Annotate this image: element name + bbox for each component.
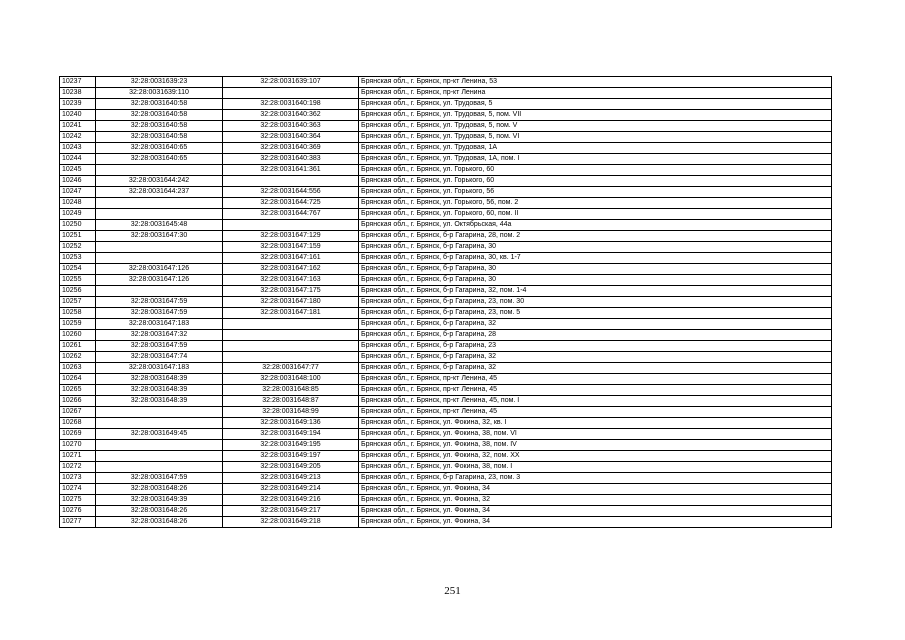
- building-cadastral-number-cell: 32:28:0031649:205: [223, 462, 359, 473]
- building-cadastral-number-cell: 32:28:0031644:725: [223, 198, 359, 209]
- cadastral-number-cell: [96, 242, 223, 253]
- table-row: [60, 286, 832, 297]
- table-row: [60, 99, 832, 110]
- table-row: [60, 451, 832, 462]
- table-row: [60, 297, 832, 308]
- row-number-cell: 10256: [60, 286, 96, 297]
- row-number-cell: 10276: [60, 506, 96, 517]
- table-row: [60, 352, 832, 363]
- building-cadastral-number-cell: 32:28:0031647:161: [223, 253, 359, 264]
- building-cadastral-number-cell: 32:28:0031640:369: [223, 143, 359, 154]
- address-cell: Брянская обл., г. Брянск, б-р Гагарина, 30: [359, 242, 832, 253]
- building-cadastral-number-cell: [223, 330, 359, 341]
- table-row: [60, 132, 832, 143]
- building-cadastral-number-cell: 32:28:0031649:218: [223, 517, 359, 528]
- row-number-cell: 10272: [60, 462, 96, 473]
- table-row: [60, 187, 832, 198]
- building-cadastral-number-cell: 32:28:0031644:556: [223, 187, 359, 198]
- address-cell: Брянская обл., г. Брянск, ул. Фокина, 32, кв. I: [359, 418, 832, 429]
- cadastral-number-cell: 32:28:0031644:237: [96, 187, 223, 198]
- address-cell: Брянская обл., г. Брянск, ул. Трудовая, 5, пом. VII: [359, 110, 832, 121]
- building-cadastral-number-cell: 32:28:0031647:159: [223, 242, 359, 253]
- cadastral-number-cell: 32:28:0031647:30: [96, 231, 223, 242]
- address-cell: Брянская обл., г. Брянск, пр-кт Ленина: [359, 88, 832, 99]
- address-cell: Брянская обл., г. Брянск, ул. Фокина, 38, пом. VI: [359, 429, 832, 440]
- row-number-cell: 10237: [60, 77, 96, 88]
- building-cadastral-number-cell: 32:28:0031649:194: [223, 429, 359, 440]
- cadastral-number-cell: [96, 407, 223, 418]
- address-cell: Брянская обл., г. Брянск, б-р Гагарина, 23, пом. 30: [359, 297, 832, 308]
- building-cadastral-number-cell: 32:28:0031648:100: [223, 374, 359, 385]
- address-cell: Брянская обл., г. Брянск, б-р Гагарина, 28, пом. 2: [359, 231, 832, 242]
- address-cell: Брянская обл., г. Брянск, ул. Горького, 60: [359, 176, 832, 187]
- address-cell: Брянская обл., г. Брянск, ул. Фокина, 34: [359, 517, 832, 528]
- row-number-cell: 10246: [60, 176, 96, 187]
- row-number-cell: 10261: [60, 341, 96, 352]
- building-cadastral-number-cell: [223, 352, 359, 363]
- building-cadastral-number-cell: 32:28:0031647:175: [223, 286, 359, 297]
- table-row: [60, 77, 832, 88]
- cadastral-number-cell: 32:28:0031649:45: [96, 429, 223, 440]
- row-number-cell: 10245: [60, 165, 96, 176]
- row-number-cell: 10244: [60, 154, 96, 165]
- row-number-cell: 10255: [60, 275, 96, 286]
- cadastral-number-cell: [96, 418, 223, 429]
- row-number-cell: 10241: [60, 121, 96, 132]
- row-number-cell: 10242: [60, 132, 96, 143]
- address-cell: Брянская обл., г. Брянск, пр-кт Ленина, 45: [359, 374, 832, 385]
- row-number-cell: 10266: [60, 396, 96, 407]
- address-cell: Брянская обл., г. Брянск, ул. Фокина, 32: [359, 495, 832, 506]
- building-cadastral-number-cell: 32:28:0031649:216: [223, 495, 359, 506]
- address-cell: Брянская обл., г. Брянск, пр-кт Ленина, 53: [359, 77, 832, 88]
- table-row: [60, 121, 832, 132]
- building-cadastral-number-cell: 32:28:0031647:129: [223, 231, 359, 242]
- cadastral-number-cell: 32:28:0031640:58: [96, 132, 223, 143]
- address-cell: Брянская обл., г. Брянск, ул. Фокина, 38, пом. IV: [359, 440, 832, 451]
- building-cadastral-number-cell: 32:28:0031649:217: [223, 506, 359, 517]
- page-number: 251: [444, 585, 461, 597]
- row-number-cell: 10264: [60, 374, 96, 385]
- table-row: [60, 231, 832, 242]
- address-cell: Брянская обл., г. Брянск, б-р Гагарина, 23: [359, 341, 832, 352]
- address-cell: Брянская обл., г. Брянск, ул. Горького, 56, пом. 2: [359, 198, 832, 209]
- cadastral-number-cell: [96, 209, 223, 220]
- row-number-cell: 10275: [60, 495, 96, 506]
- address-cell: Брянская обл., г. Брянск, ул. Фокина, 32, пом. XX: [359, 451, 832, 462]
- cadastral-number-cell: 32:28:0031647:126: [96, 264, 223, 275]
- cadastral-number-cell: 32:28:0031647:59: [96, 341, 223, 352]
- row-number-cell: 10274: [60, 484, 96, 495]
- row-number-cell: 10277: [60, 517, 96, 528]
- cadastral-number-cell: 32:28:0031647:183: [96, 319, 223, 330]
- cadastral-number-cell: 32:28:0031645:48: [96, 220, 223, 231]
- building-cadastral-number-cell: 32:28:0031648:99: [223, 407, 359, 418]
- cadastral-number-cell: 32:28:0031648:26: [96, 506, 223, 517]
- table-row: [60, 165, 832, 176]
- row-number-cell: 10268: [60, 418, 96, 429]
- table-row: [60, 264, 832, 275]
- address-cell: Брянская обл., г. Брянск, б-р Гагарина, 28: [359, 330, 832, 341]
- address-cell: Брянская обл., г. Брянск, б-р Гагарина, 30: [359, 275, 832, 286]
- cadastral-number-cell: 32:28:0031639:23: [96, 77, 223, 88]
- cadastral-number-cell: 32:28:0031647:74: [96, 352, 223, 363]
- table-row: [60, 462, 832, 473]
- building-cadastral-number-cell: 32:28:0031649:213: [223, 473, 359, 484]
- building-cadastral-number-cell: 32:28:0031640:363: [223, 121, 359, 132]
- address-cell: Брянская обл., г. Брянск, ул. Горького, 60: [359, 165, 832, 176]
- table-row: [60, 176, 832, 187]
- row-number-cell: 10257: [60, 297, 96, 308]
- row-number-cell: 10267: [60, 407, 96, 418]
- row-number-cell: 10247: [60, 187, 96, 198]
- address-cell: Брянская обл., г. Брянск, б-р Гагарина, 32: [359, 363, 832, 374]
- row-number-cell: 10271: [60, 451, 96, 462]
- address-cell: Брянская обл., г. Брянск, ул. Октябрьская, 44а: [359, 220, 832, 231]
- address-cell: Брянская обл., г. Брянск, ул. Фокина, 38, пом. I: [359, 462, 832, 473]
- cadastral-number-cell: 32:28:0031647:32: [96, 330, 223, 341]
- cadastral-number-cell: 32:28:0031647:59: [96, 308, 223, 319]
- row-number-cell: 10273: [60, 473, 96, 484]
- building-cadastral-number-cell: 32:28:0031644:767: [223, 209, 359, 220]
- table-row: [60, 154, 832, 165]
- row-number-cell: 10248: [60, 198, 96, 209]
- building-cadastral-number-cell: [223, 319, 359, 330]
- table-row: [60, 209, 832, 220]
- row-number-cell: 10250: [60, 220, 96, 231]
- building-cadastral-number-cell: 32:28:0031647:162: [223, 264, 359, 275]
- address-cell: Брянская обл., г. Брянск, ул. Трудовая, 1А, пом. I: [359, 154, 832, 165]
- row-number-cell: 10263: [60, 363, 96, 374]
- address-cell: Брянская обл., г. Брянск, б-р Гагарина, 32, пом. 1-4: [359, 286, 832, 297]
- table-row: [60, 363, 832, 374]
- table-row: [60, 473, 832, 484]
- cadastral-number-cell: [96, 286, 223, 297]
- table-row: [60, 396, 832, 407]
- cadastral-number-cell: 32:28:0031647:126: [96, 275, 223, 286]
- building-cadastral-number-cell: [223, 88, 359, 99]
- table-row: [60, 495, 832, 506]
- building-cadastral-number-cell: 32:28:0031647:163: [223, 275, 359, 286]
- table-row: [60, 418, 832, 429]
- row-number-cell: 10254: [60, 264, 96, 275]
- table-row: [60, 484, 832, 495]
- cadastral-number-cell: 32:28:0031649:39: [96, 495, 223, 506]
- row-number-cell: 10262: [60, 352, 96, 363]
- building-cadastral-number-cell: 32:28:0031641:361: [223, 165, 359, 176]
- address-cell: Брянская обл., г. Брянск, ул. Трудовая, 5: [359, 99, 832, 110]
- table-row: [60, 198, 832, 209]
- address-cell: Брянская обл., г. Брянск, б-р Гагарина, 30: [359, 264, 832, 275]
- address-cell: Брянская обл., г. Брянск, пр-кт Ленина, 45: [359, 407, 832, 418]
- table-row: [60, 110, 832, 121]
- cadastral-number-cell: [96, 165, 223, 176]
- row-number-cell: 10270: [60, 440, 96, 451]
- cadastral-number-cell: 32:28:0031640:65: [96, 154, 223, 165]
- building-cadastral-number-cell: 32:28:0031647:180: [223, 297, 359, 308]
- address-cell: Брянская обл., г. Брянск, б-р Гагарина, 30, кв. 1-7: [359, 253, 832, 264]
- address-cell: Брянская обл., г. Брянск, ул. Фокина, 34: [359, 506, 832, 517]
- building-cadastral-number-cell: 32:28:0031648:87: [223, 396, 359, 407]
- table-row: [60, 330, 832, 341]
- building-cadastral-number-cell: 32:28:0031649:195: [223, 440, 359, 451]
- cadastral-number-cell: 32:28:0031648:39: [96, 374, 223, 385]
- row-number-cell: 10253: [60, 253, 96, 264]
- address-cell: Брянская обл., г. Брянск, ул. Горького, 60, пом. II: [359, 209, 832, 220]
- table-row: [60, 517, 832, 528]
- table-row: [60, 506, 832, 517]
- cadastral-number-cell: [96, 253, 223, 264]
- address-cell: Брянская обл., г. Брянск, ул. Фокина, 34: [359, 484, 832, 495]
- building-cadastral-number-cell: 32:28:0031647:77: [223, 363, 359, 374]
- address-cell: Брянская обл., г. Брянск, пр-кт Ленина, 45: [359, 385, 832, 396]
- table-row: [60, 88, 832, 99]
- row-number-cell: 10249: [60, 209, 96, 220]
- building-cadastral-number-cell: [223, 341, 359, 352]
- cadastral-number-cell: 32:28:0031647:59: [96, 297, 223, 308]
- table-row: [60, 253, 832, 264]
- address-cell: Брянская обл., г. Брянск, б-р Гагарина, 32: [359, 319, 832, 330]
- row-number-cell: 10251: [60, 231, 96, 242]
- building-cadastral-number-cell: 32:28:0031647:181: [223, 308, 359, 319]
- row-number-cell: 10269: [60, 429, 96, 440]
- table-row: [60, 242, 832, 253]
- building-cadastral-number-cell: [223, 220, 359, 231]
- table-row: [60, 429, 832, 440]
- row-number-cell: 10252: [60, 242, 96, 253]
- building-cadastral-number-cell: [223, 176, 359, 187]
- table-row: [60, 319, 832, 330]
- address-cell: Брянская обл., г. Брянск, ул. Трудовая, 5, пом. V: [359, 121, 832, 132]
- row-number-cell: 10258: [60, 308, 96, 319]
- cadastral-number-cell: [96, 440, 223, 451]
- cadastral-number-cell: [96, 198, 223, 209]
- building-cadastral-number-cell: 32:28:0031649:214: [223, 484, 359, 495]
- cadastral-number-cell: 32:28:0031647:183: [96, 363, 223, 374]
- cadastral-number-cell: [96, 462, 223, 473]
- table-row: [60, 385, 832, 396]
- building-cadastral-number-cell: 32:28:0031640:364: [223, 132, 359, 143]
- address-cell: Брянская обл., г. Брянск, ул. Горького, 56: [359, 187, 832, 198]
- table-row: [60, 275, 832, 286]
- cadastral-number-cell: 32:28:0031640:65: [96, 143, 223, 154]
- building-cadastral-number-cell: 32:28:0031649:197: [223, 451, 359, 462]
- building-cadastral-number-cell: 32:28:0031648:85: [223, 385, 359, 396]
- row-number-cell: 10265: [60, 385, 96, 396]
- cadastral-number-cell: 32:28:0031640:58: [96, 121, 223, 132]
- cadastral-number-cell: 32:28:0031647:59: [96, 473, 223, 484]
- cadastral-number-cell: 32:28:0031648:39: [96, 396, 223, 407]
- address-cell: Брянская обл., г. Брянск, б-р Гагарина, 32: [359, 352, 832, 363]
- building-cadastral-number-cell: 32:28:0031639:107: [223, 77, 359, 88]
- row-number-cell: 10240: [60, 110, 96, 121]
- cadastral-number-cell: 32:28:0031640:58: [96, 110, 223, 121]
- cadastral-number-cell: 32:28:0031640:58: [96, 99, 223, 110]
- row-number-cell: 10260: [60, 330, 96, 341]
- address-cell: Брянская обл., г. Брянск, ул. Трудовая, 1А: [359, 143, 832, 154]
- cadastral-number-cell: 32:28:0031644:242: [96, 176, 223, 187]
- cadastral-number-cell: 32:28:0031639:110: [96, 88, 223, 99]
- table-row: [60, 440, 832, 451]
- table-row: [60, 374, 832, 385]
- row-number-cell: 10239: [60, 99, 96, 110]
- table-row: [60, 407, 832, 418]
- building-cadastral-number-cell: 32:28:0031640:383: [223, 154, 359, 165]
- row-number-cell: 10238: [60, 88, 96, 99]
- row-number-cell: 10259: [60, 319, 96, 330]
- address-cell: Брянская обл., г. Брянск, б-р Гагарина, 23, пом. 5: [359, 308, 832, 319]
- cadastral-number-cell: 32:28:0031648:26: [96, 484, 223, 495]
- registry-table-body: [60, 77, 832, 528]
- address-cell: Брянская обл., г. Брянск, пр-кт Ленина, 45, пом. I: [359, 396, 832, 407]
- cadastral-number-cell: 32:28:0031648:26: [96, 517, 223, 528]
- row-number-cell: 10243: [60, 143, 96, 154]
- table-row: [60, 143, 832, 154]
- building-cadastral-number-cell: 32:28:0031640:362: [223, 110, 359, 121]
- cadastral-number-cell: 32:28:0031648:39: [96, 385, 223, 396]
- table-row: [60, 220, 832, 231]
- address-cell: Брянская обл., г. Брянск, ул. Трудовая, 5, пом. VI: [359, 132, 832, 143]
- building-cadastral-number-cell: 32:28:0031640:198: [223, 99, 359, 110]
- address-cell: Брянская обл., г. Брянск, б-р Гагарина, 23, пом. 3: [359, 473, 832, 484]
- table-row: [60, 308, 832, 319]
- cadastral-number-cell: [96, 451, 223, 462]
- registry-table: [59, 76, 832, 528]
- table-row: [60, 341, 832, 352]
- building-cadastral-number-cell: 32:28:0031649:136: [223, 418, 359, 429]
